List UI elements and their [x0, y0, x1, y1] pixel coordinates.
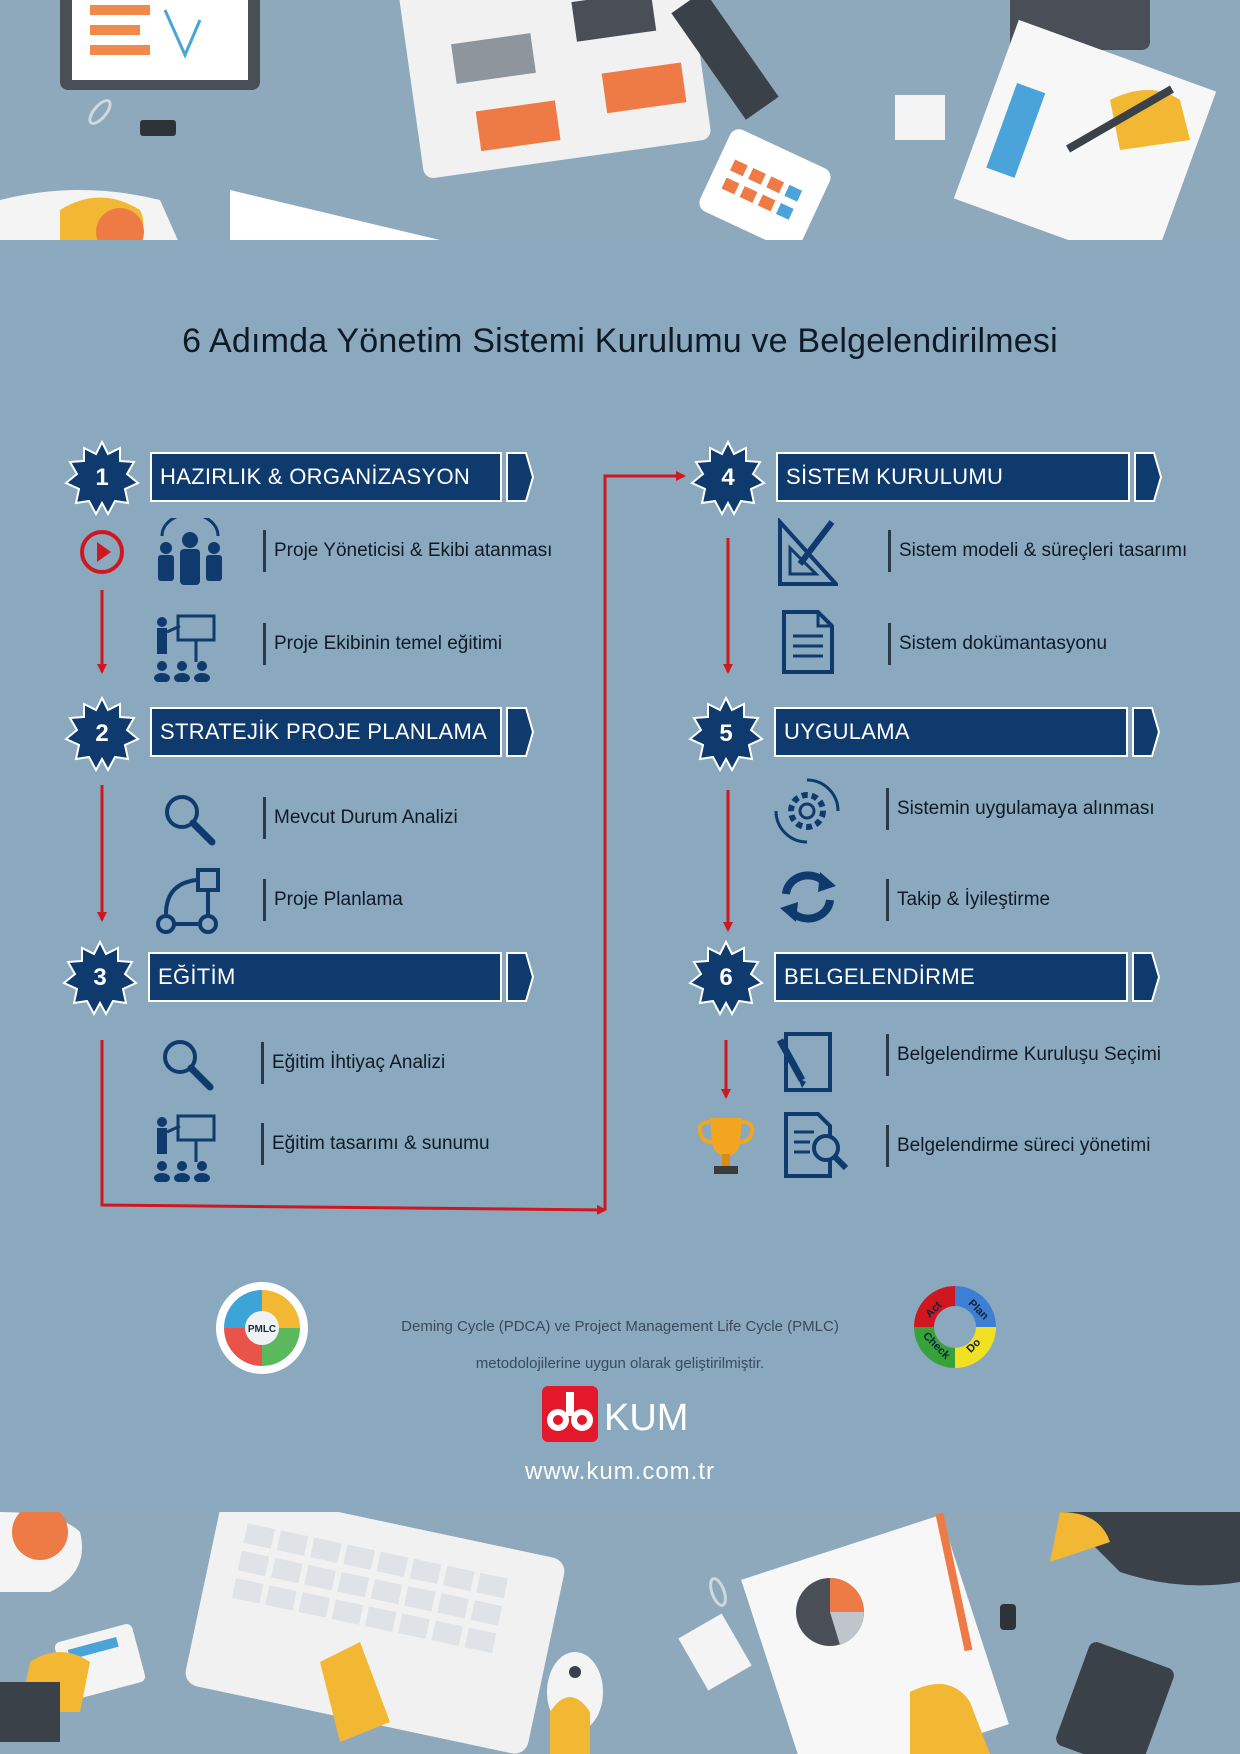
step-5-bar-cap — [1132, 707, 1160, 757]
step-4-number: 4 — [721, 464, 735, 491]
step-2-title-bar: STRATEJİK PROJE PLANLAMA — [150, 707, 502, 757]
arrow-up-to-4 — [605, 476, 684, 1210]
step-5-item-1: Sistemin uygulamaya alınması — [886, 788, 1155, 830]
pmlc-logo-label: PMLC — [247, 1324, 277, 1335]
bottom-desk-illustration — [0, 1512, 1240, 1754]
step-6-badge — [688, 940, 764, 1016]
step-2-bar-cap — [506, 707, 534, 757]
website-url[interactable]: www.kum.com.tr — [524, 1458, 715, 1485]
footer-methodology-line-2: metodolojilerine uygun olarak geliştirilmiştir. — [475, 1355, 765, 1372]
training-presentation-icon — [150, 612, 220, 682]
gear-cycle-icon — [772, 776, 842, 846]
design-ruler-pencil-icon — [776, 518, 838, 588]
step-1-title-bar: HAZIRLIK & ORGANİZASYON — [150, 452, 502, 502]
pdca-do-label: Do — [964, 1336, 984, 1356]
pdca-plan-label: Plan — [965, 1297, 991, 1323]
refresh-improve-icon — [776, 866, 840, 928]
step-1-item-1: Proje Yöneticisi & Ekibi atanması — [263, 530, 552, 572]
step-6-bar-cap — [1132, 952, 1160, 1002]
footer-methodology-line-1: Deming Cycle (PDCA) ve Project Management Life Cycle (PMLC) — [401, 1318, 839, 1335]
step-6-item-1: Belgelendirme Kuruluşu Seçimi — [886, 1034, 1161, 1076]
step-5-item-2: Takip & İyileştirme — [886, 879, 1050, 921]
step-6-title-bar: BELGELENDİRME — [774, 952, 1128, 1002]
analysis-magnifier-icon — [160, 790, 220, 850]
step-4-title-bar: SİSTEM KURULUMU — [776, 452, 1130, 502]
trophy-icon — [696, 1114, 756, 1178]
step-3-badge — [62, 940, 138, 1016]
step-3-bar-cap — [506, 952, 534, 1002]
certification-review-icon — [782, 1110, 852, 1180]
step-2-number: 2 — [95, 720, 109, 747]
step-5-number: 5 — [719, 720, 733, 747]
step-3-title-bar: EĞİTİM — [148, 952, 502, 1002]
planning-flowchart-icon — [154, 868, 226, 936]
team-group-icon — [152, 518, 228, 588]
step-3-item-2: Eğitim tasarımı & sunumu — [261, 1123, 490, 1165]
step-6-number: 6 — [719, 964, 733, 991]
training-design-icon — [150, 1112, 220, 1182]
documentation-icon — [780, 608, 836, 676]
step-5-badge — [688, 696, 764, 772]
step-3-number: 3 — [93, 964, 107, 991]
step-1-bar-cap — [506, 452, 534, 502]
step-1-badge — [64, 440, 140, 516]
kum-logo-text: KUM — [604, 1397, 689, 1439]
step-3-item-1: Eğitim İhtiyaç Analizi — [261, 1042, 445, 1084]
pdca-cycle-logo — [910, 1282, 1000, 1372]
pdca-check-label: Check — [920, 1329, 953, 1362]
start-play-icon — [78, 528, 126, 576]
step-1-item-2: Proje Ekibinin temel eğitimi — [263, 623, 502, 665]
step-2-item-1: Mevcut Durum Analizi — [263, 797, 458, 839]
step-4-item-1: Sistem modeli & süreçleri tasarımı — [888, 530, 1187, 572]
step-4-item-2: Sistem dokümantasyonu — [888, 623, 1107, 665]
page-title: 6 Adımda Yönetim Sistemi Kurulumu ve Belgelendirilmesi — [182, 322, 1058, 360]
step-6-item-2: Belgelendirme süreci yönetimi — [886, 1125, 1150, 1167]
needs-analysis-magnifier-icon — [158, 1035, 218, 1095]
step-4-bar-cap — [1134, 452, 1162, 502]
pdca-act-label: Act — [923, 1299, 945, 1321]
step-2-item-2: Proje Planlama — [263, 879, 403, 921]
step-4-badge — [690, 440, 766, 516]
step-1-number: 1 — [95, 464, 109, 491]
certification-document-pen-icon — [776, 1030, 834, 1094]
step-5-title-bar: UYGULAMA — [774, 707, 1128, 757]
kum-logo — [540, 1384, 700, 1444]
step-2-badge — [64, 696, 140, 772]
